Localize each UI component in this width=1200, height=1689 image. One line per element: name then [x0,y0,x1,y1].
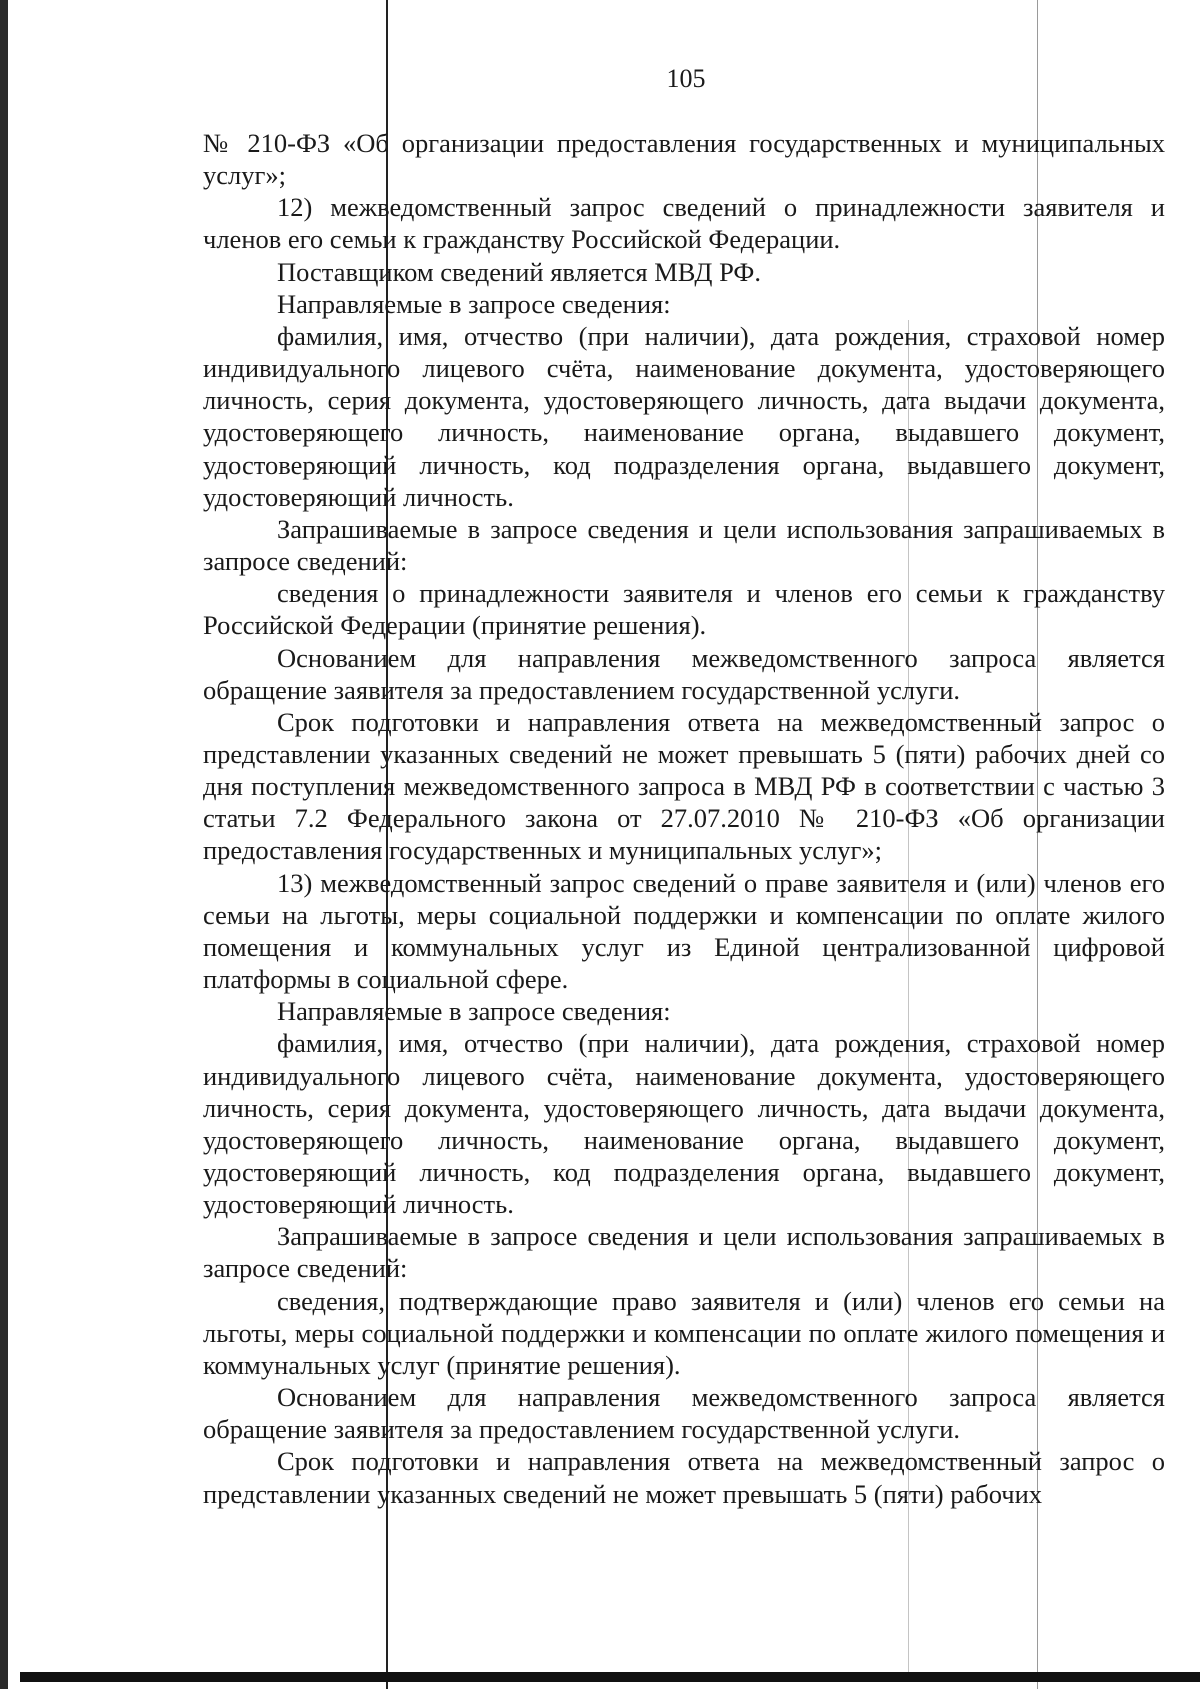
scan-edge-left [0,0,8,1689]
paragraph: 12) межведомственный запрос сведений о принадлежности заявителя и членов его семьи к гражданству Российской Федерации. [203,192,1165,255]
page-number: 105 [666,64,706,93]
scan-edge-bottom [20,1672,1200,1682]
paragraph: Запрашиваемые в запросе сведения и цели использования запрашиваемых в запросе сведений: [203,1221,1165,1284]
paragraph: фамилия, имя, отчество (при наличии), дата рождения, страховой номер индивидуального лицевого счёта, наименование документа, удостоверяющего личность, серия документа, удостоверяющего личность, дата выдачи документа, удостоверяющего личность, наименование органа, выдавшего документ, удостоверяющий личность, код подразделения органа, выдавшего документ, удостоверяющий личность. [203,1028,1165,1220]
paragraph: Запрашиваемые в запросе сведения и цели использования запрашиваемых в запросе сведений: [203,513,1165,577]
paragraph: Основанием для направления межведомственного запроса является обращение заявителя за предоставлением государственной услуги. [203,1382,1165,1445]
paragraph: фамилия, имя, отчество (при наличии), дата рождения, страховой номер индивидуального лицевого счёта, наименование документа, удостоверяющего личность, серия документа, удостоверяющего личность, дата выдачи документа, удостоверяющего личность, наименование органа, выдавшего документ, удостоверяющий личность, код подразделения органа, выдавшего документ, удостоверяющий личность. [203,320,1165,512]
paragraph: Направляемые в запросе сведения: [277,996,671,1027]
document-body [203,127,1165,1510]
paragraph: Основанием для направления межведомственного запроса является обращение заявителя за предоставлением государственной услуги. [203,642,1165,705]
paragraph: Поставщиком сведений является МВД РФ. [277,256,761,287]
paragraph: Направляемые в запросе сведения: [277,288,671,319]
paragraph: сведения, подтверждающие право заявителя и (или) членов его семьи на льготы, меры социальной поддержки и компенсации по оплате жилого помещения и коммунальных услуг (принятие решения). [203,1285,1165,1380]
paragraph: сведения о принадлежности заявителя и членов его семьи к гражданству Российской Федерации (принятие решения). [203,578,1165,641]
paragraph: 13) межведомственный запрос сведений о праве заявителя и (или) членов его семьи на льготы, меры социальной поддержки и компенсации по оплате жилого помещения и коммунальных услуг из Единой централизованной цифровой платформы в социальной сфере. [203,867,1165,995]
paragraph: Срок подготовки и направления ответа на межведомственный запрос о представлении указанных сведений не может превышать 5 (пяти) рабочих [203,1446,1165,1509]
paragraph: № 210-ФЗ «Об организации предоставления государственных и муниципальных услуг»; [203,128,1165,191]
paragraph: Срок подготовки и направления ответа на межведомственный запрос о представлении указанных сведений не может превышать 5 (пяти) рабочих дней со дня поступления межведомственного запроса в МВД РФ в соответствии с частью 3 статьи 7.2 Федерального закона от 27.07.2010 № 210-ФЗ «Об организации предоставления государственных и муниципальных услуг»; [203,706,1165,866]
